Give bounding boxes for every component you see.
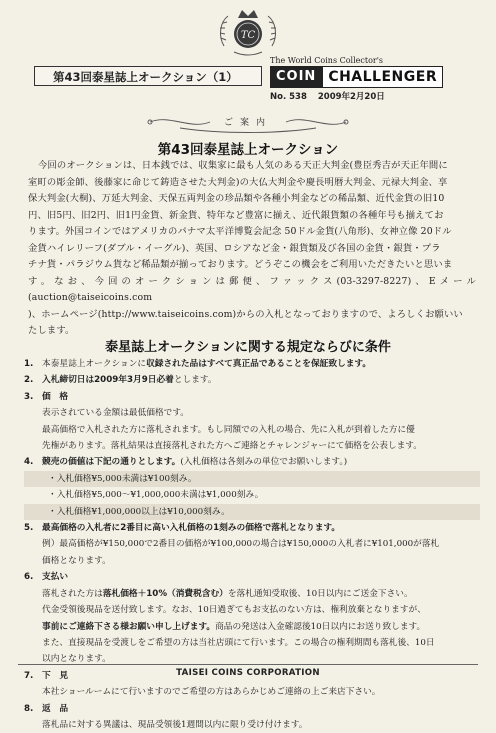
issue-info xyxy=(270,90,393,102)
rule-heading: 返 品 xyxy=(42,703,69,714)
rule-heading: 下 見 xyxy=(42,670,69,681)
rule-bold-text: 最高価格の入札者に2番目に高い入札価格の1刻みの価格で落札となります。 xyxy=(42,523,341,534)
logo-coin-text: COIN xyxy=(270,66,322,88)
coin-challenger-logo xyxy=(270,66,443,88)
rule-heading: 支払い xyxy=(42,572,69,583)
rule-bold-text: 事前にご連絡下さる様お願い申し上げます。 xyxy=(42,621,216,632)
rule-text: とします。 xyxy=(173,375,217,386)
rule-number: 5. xyxy=(24,523,34,534)
main-title: 第43回泰星誌上オークション xyxy=(157,142,339,158)
rule-6-line: また、直接現品を受渡しをご希望の方は当社店頭にて行います。この場合の権利期間も落札後、10日 xyxy=(42,637,435,648)
rule-5 xyxy=(24,520,480,536)
intro-line: 室町の彫金師、後藤家に命じて鋳造させた大判金)の大仏大判金や慶長明暦大判金、元禄大判金、享 xyxy=(28,176,448,188)
rule-8-heading xyxy=(24,701,480,717)
rule-number: 7. xyxy=(24,670,34,681)
rule-number: 6. xyxy=(24,572,34,583)
rule-bold-text: 競売の価値は下記の通りとします。 xyxy=(42,457,181,468)
masthead-tagline: The World Coins Collector's xyxy=(270,56,384,65)
rule-6-heading xyxy=(24,569,480,585)
rule-6-line xyxy=(24,619,480,635)
rule-6-line: 代金受領後現品を送付致します。なお、10日過ぎてもお支払のない方は、権利放棄となりますが、 xyxy=(42,605,426,616)
crest-emblem-icon xyxy=(214,6,282,58)
rule-bold-text: 落札価格＋10%（消費税含む） xyxy=(102,588,228,599)
deadline-date: 2009年3月9日必着 xyxy=(94,375,174,386)
logo-challenger-text: CHALLENGER xyxy=(322,66,443,88)
rule-4 xyxy=(24,454,480,470)
intro-line: 今回のオークションは、日本銭では、収集家に最も人気のある天正大判金(豊臣秀吉が天正年間に xyxy=(38,160,448,171)
rule-note: (入札価格は各刻みの単位でお願いします。) xyxy=(180,457,348,468)
guide-label: ご案内 xyxy=(223,118,272,128)
rule-number: 1. xyxy=(24,359,34,369)
bid-increment-item: ・入札価格¥5,000〜¥1,000,000未満は¥1,000刻み。 xyxy=(48,490,264,501)
rule-3-line: 表示されている金額は最低価格です。 xyxy=(42,408,189,419)
rule-3-heading xyxy=(24,389,480,405)
rule-number: 2. xyxy=(24,375,34,386)
intro-line: )、ホームページ(http://www.taiseicoins.com)からの入札となっておりますので、よろしくお願いい xyxy=(28,308,463,320)
guide-ornament xyxy=(140,112,356,134)
rule-heading: 価 格 xyxy=(42,391,69,402)
rule-text: を落札通知受取後、10日以内にご送金下さい。 xyxy=(227,588,413,599)
auction-title-box: 第43回泰星誌上オークション（1） xyxy=(34,66,262,86)
intro-line: す。なお、今回のオークションは郵便、ファックス(03-3297-8227)、Eメール(auction@taiseicoins.com xyxy=(28,275,476,303)
rule-number: 8. xyxy=(24,703,34,714)
rules-title: 泰星誌上オークションに関する規定ならびに条件 xyxy=(105,340,391,355)
intro-line: 保大判金(大桐)、万延大判金、天保五両判金の珍品類や各種小判金などの稀品類、近代金貨の旧10 xyxy=(28,193,445,204)
issue-date: 2009年2月20日 xyxy=(317,92,385,102)
rule-text: 商品の発送は入金確認後10日以内にお送り致します。 xyxy=(215,621,426,632)
bid-increment-item: ・入札価格¥5,000未満は¥100刻み。 xyxy=(24,471,480,487)
intro-line: ります。外国コインではアメリカのパナマ太平洋博覧会記念 50ドル金貨(八角形)、女神立像 20ドル xyxy=(28,226,452,237)
footer-company: TAISEI COINS CORPORATION xyxy=(176,668,320,678)
rule-number: 3. xyxy=(24,391,34,402)
bid-increment-item: ・入札価格¥1,000,000以上は¥10,000刻み。 xyxy=(24,504,480,520)
rule-6-line: 以内となります。 xyxy=(42,654,111,665)
footer-divider xyxy=(18,664,478,665)
rule-bold-text: 入札締切日は xyxy=(42,375,95,386)
rule-5-example: 価格となります。 xyxy=(42,555,111,566)
intro-line: 金貨ハイレリーフ(ダブル・イーグル)、英国、ロシアなど金・銀貨類及び各国の金貨・銀貨・プラ xyxy=(28,242,441,254)
rule-3-line: 最高価格で入札された方に落札されます。もし同額での入札の場合、先に入札が到着した方に優 xyxy=(42,424,415,435)
rule-text: 本泰星誌上オークションに xyxy=(42,359,147,369)
intro-line: チナ貨・パラジウム貨など稀品類が揃っております。どうぞこの機会をご利用いただきたいと思いま xyxy=(28,259,453,270)
intro-line: 円、旧5円、旧2円、旧1円金貨、新金貨、特年など豊富に揃え、近代銀貨類の各種年号も揃えてお xyxy=(28,209,444,221)
rule-8-line: 落札品に対する異議は、現品受領後1週間以内に限り受け付けます。 xyxy=(42,719,308,730)
rule-5-example: 例）最高価格が¥150,000で2番目の価格が¥100,000の場合は¥150,000の入札者に¥101,000が落札 xyxy=(42,539,440,550)
issue-number: No. 538 xyxy=(270,92,307,102)
rule-number: 4. xyxy=(24,457,34,468)
rule-bold-text: 収録された品はすべて真正品であることを保証致します。 xyxy=(146,359,372,369)
rule-6-line xyxy=(24,586,480,602)
rule-3-line: 先権があります。落札結果は直接落札された方へご連絡とチャレンジャーにて価格を公表します。 xyxy=(42,441,422,452)
emblem-initials: TC xyxy=(240,30,256,41)
rule-text: 落札された方は xyxy=(42,588,103,599)
intro-paragraph xyxy=(28,158,476,340)
intro-line: たします。 xyxy=(28,325,75,336)
rule-1 xyxy=(24,356,480,372)
rule-2 xyxy=(24,372,480,388)
rule-7-line: 本社ショールームにて行いますのでご希望の方はあらかじめご連絡の上ご来店下さい。 xyxy=(42,687,381,698)
